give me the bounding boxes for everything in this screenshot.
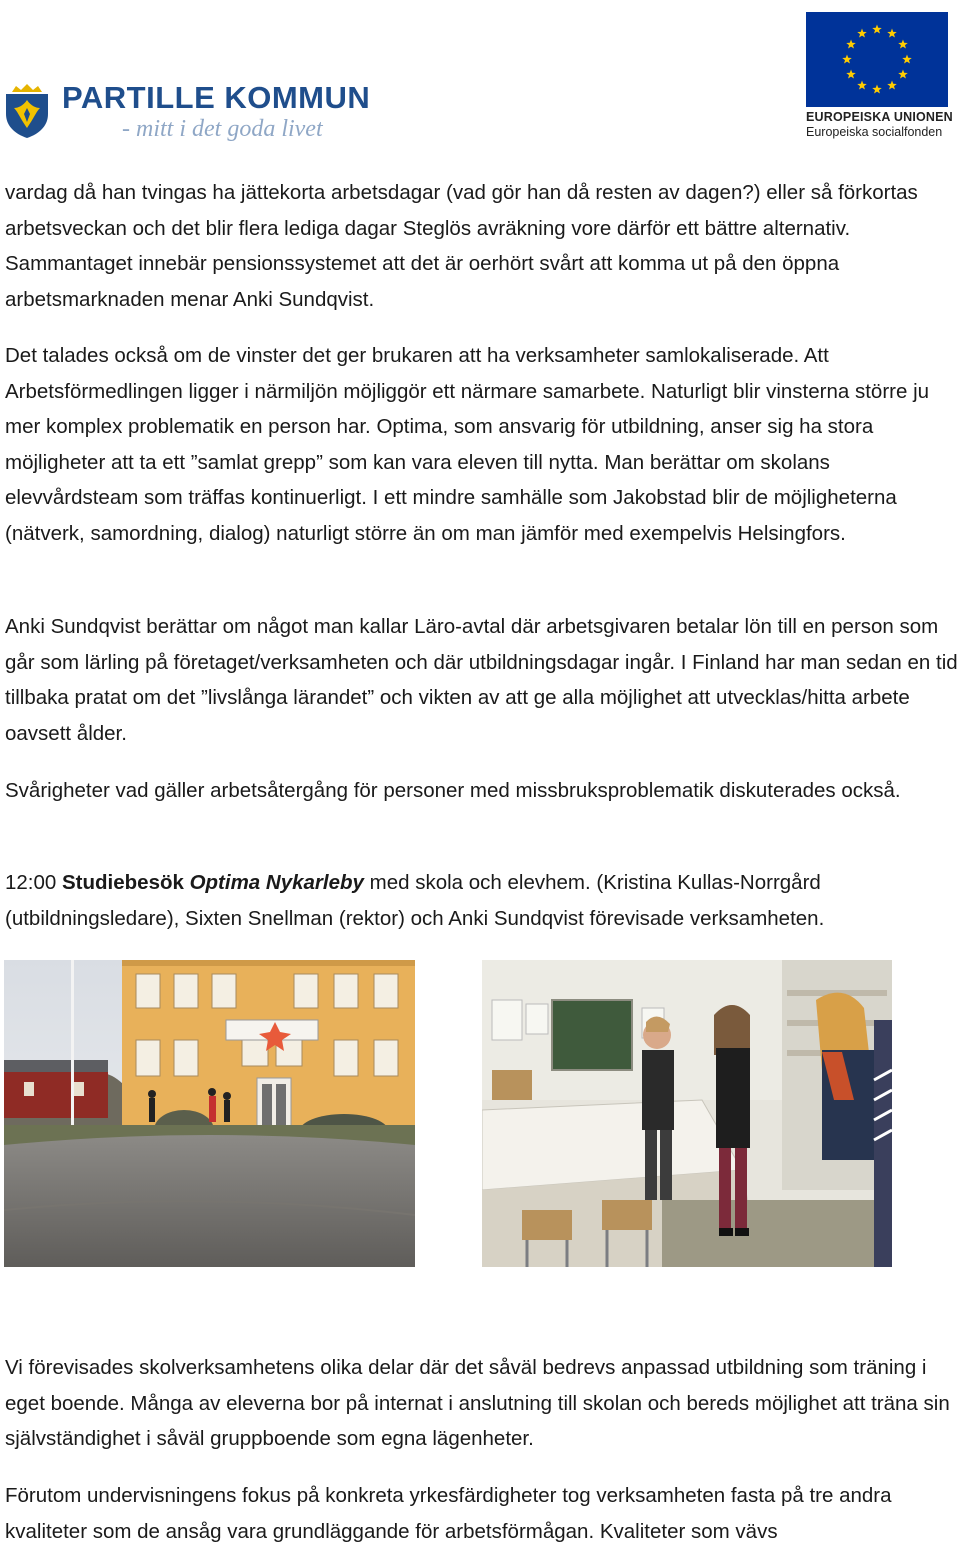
eu-union-label: EUROPEISKA UNIONEN [806, 110, 953, 124]
eu-social-fund-logo [804, 12, 953, 140]
study-visit-time: 12:00 [5, 871, 62, 894]
study-visit-place: Optima Nykarleby [189, 871, 364, 894]
paragraph-qualities: Förutom undervisningens fokus på konkreta yrkesfärdigheter tog verksamheten fasta på tre andra kvaliteter som de ansåg vara grundläggande för arbetsförmågan. Kvaliteter som vävs [5, 1484, 892, 1543]
paragraph-apprenticeship: Anki Sundqvist berättar om något man kallar Läro-avtal där arbetsgivaren betalar lön till en person som går som lärling på företaget/verksamheten och där utbildningsdagar ingår. I Finland har man sedan en tid tillbaka pratat om det ”livslånga lärandet” och vikten av att ge alla möjlighet att utvecklas/hitta arbete oavsett ålder. [5, 615, 958, 745]
page-header [0, 0, 960, 165]
paragraph-school-tour: Vi förevisades skolverksamhetens olika delar där det såväl bedrevs anpassad utbildning som träning i eget boende. Många av eleverna bor på internat i anslutning till skolan och bereds möjlighet att träna sin självständighet i såväl gruppboende som egna lägenheter. [5, 1356, 950, 1450]
study-visit-label: Studiebesök [62, 871, 190, 894]
partille-kommun-logo [4, 80, 371, 152]
paragraph-colocation: Det talades också om de vinster det ger brukaren att ha verksamheter samlokaliserade. Att Arbetsförmedlingen ligger i närmiljön möjliggör ett närmare samarbete. Naturligt blir vinsterna större ju mer komplex problematik en person har. Optima, som ansvarig för utbildning, anser sig ha stora möjligheter att ta ett ”samlat grepp” som kan vara eleven till nytta. Man berättar om skolans elevvårdsteam som träffas kontinuerligt. I ett mindre samhälle som Jakobstad blir de möjligheterna (nätverk, samordning, dialog) naturligt större än om man jämför med exempelvis Helsingfors. [5, 344, 930, 545]
school-building-photo [4, 960, 415, 1267]
paragraph-pension: vardag då han tvingas ha jättekorta arbetsdagar (vad gör han då resten av dagen?) eller så förkortas arbetsveckan och det blir flera lediga dagar Steglös avräkning vore därför ett bättre alternativ. Sammantaget innebär pensionssystemet att det är oerhört svårt att komma ut på den öppna arbetsmarknaden menar Anki Sundqvist. [5, 181, 918, 311]
partille-shield-icon [4, 84, 50, 138]
study-visit-details: med skola och elevhem. (Kristina Kullas-Norrgård (utbildningsledare), Sixten Snellman (rektor) och Anki Sundqvist förevisade verksamheten. [5, 871, 825, 930]
classroom-visit-photo [482, 960, 892, 1267]
partille-tagline: - mitt i det goda livet [122, 116, 323, 142]
eu-flag-icon [806, 12, 948, 107]
paragraph-substance-abuse: Svårigheter vad gäller arbetsåtergång för personer med missbruksproblematik diskuterades också. [5, 779, 901, 802]
partille-kommun-name: PARTILLE KOMMUN [62, 80, 371, 115]
eu-social-fund-label: Europeiska socialfonden [806, 125, 943, 139]
paragraph-study-visit [5, 865, 960, 936]
